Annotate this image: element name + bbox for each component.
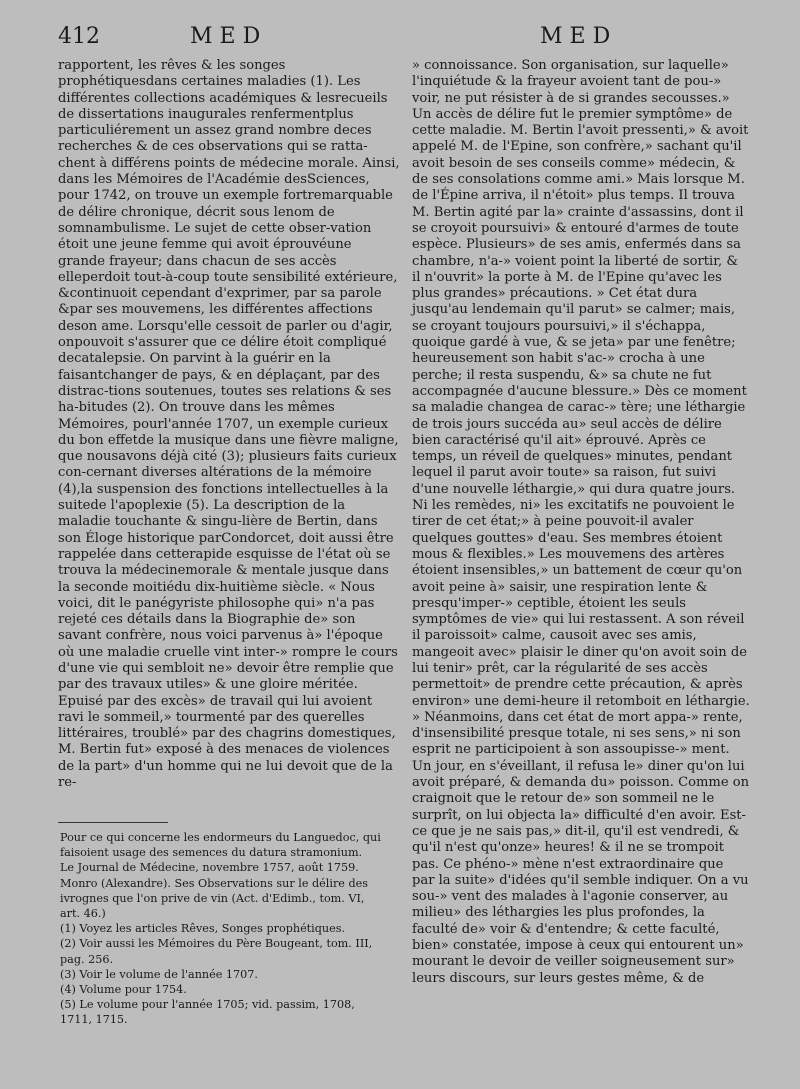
text-line: » plus temps. Il trouva M. Bertin agité par la [412,188,735,220]
text-line: » tourmenté par des querelles littéraires, troublé [58,709,365,742]
text-line: » de travail qui lui avoient ravi le sommeil, [58,693,373,725]
text-line: Condorcet, doit aussi être rappelée dans cette [58,530,394,562]
text-line: » une demi-heure il retomboit en léthargie. [462,693,750,709]
footnote-line: Pour ce qui concerne les endormeurs du Languedoc, qui [60,831,381,844]
text-line: ces recherches & de ces observations qui se ratta- [58,123,372,155]
footnote-line: (3) Voir le volume de l'année 1707. [60,967,258,981]
text-line: Ainsi, dans les Mémoires de l'Académie des [58,155,400,188]
footnote-line: ivrognes que l'on prive de vin (Act. d'Edimb., tom. VI, [60,891,365,905]
footnote-line: 1711, 1715. [60,1013,128,1027]
text-line: » à peine pouvoit-il avaler quelques gouttes [412,514,694,546]
footnote-line: pag. 256. [60,952,114,966]
text-line: Les différentes collections académiques & les [58,74,361,106]
text-line: » heures! & il ne se trompoit pas. Ce phéno- [412,840,725,872]
text-line: catalepsie. On parvint à la guérir en la faisant [58,351,331,383]
text-line: » crainte d'assassins, dont il se croyoit poursuivi [412,204,744,236]
left-column-text [58,58,400,791]
footnotes [60,830,400,1028]
text-line: rapide esquisse de l'état où se trouva la médecine [58,546,391,579]
text-line: » l'époque où une maladie cruelle vint inter- [58,628,383,660]
text-line: » Un accès de délire fut le premier symptôme [412,90,730,122]
text-line: » la porte à M. de l'Epine qu'avec les plus grandes [412,269,722,302]
text-line: » prêt, car la régularité de ses accès permettoit [412,660,708,693]
text-line: vation étoit une jeune femme qui avoit éprouvé [58,220,372,253]
text-line: » crocha à une perche; il resta suspendu, & [412,351,705,383]
text-line: par ses mouvemens, les différentes affections de [58,302,373,334]
text-line: recueils de dissertations inaugurales renferment [58,90,388,122]
text-line: » rente, d'insensibilité presque totale, ni ses sens, [412,709,743,742]
right-column-text [412,58,750,987]
text-line: » ment. Un jour, en s'éveillant, il refusa le [412,742,730,774]
footnote-line: faisoient usage des semences du datura stramonium. [60,846,363,860]
text-line: » n'a pas rejeté ces détails dans la Biographie de [58,595,375,628]
text-line: une grande frayeur; dans chacun de ses accès elle [58,237,352,285]
text-line: » tère; une léthargie de trois jours succéda au [412,400,746,432]
text-line: » son sommeil ne le surprît, on lui objecta la [412,791,715,823]
text-line: » & entouré d'armes de toute espèce. Plusieurs [412,220,739,253]
text-line: » Néanmoins, dans cet état de mort appa- [412,709,691,725]
text-line: » voient point la liberté de sortir, & il n'ouvrit [412,253,739,285]
text-line: tions soutenues, toutes ses relations & ses ha- [58,383,392,416]
text-line: » voir & d'entendre; & cette faculté, bien [412,921,720,954]
footnote-line: (2) Voir aussi les Mémoires du Père Bougeant, tom. III, [60,937,373,951]
text-line: son ame. Lorsqu'elle cessoit de parler ou d'agir, on [58,318,393,351]
text-line: » mourant le devoir de veiller soigneusement sur [412,938,744,970]
text-line: » ni son esprit ne participoient à son assoupisse- [412,726,741,758]
text-line: cernant diverses altérations de la mémoire (4), [58,465,372,497]
text-line: » dit-il, qu'il est vendredi, & qu'il n'est qu'onze [412,823,740,856]
text-line: » constatée, impose à ceux qui entourent un [440,938,736,954]
text-line: » sa raison, fut suivi d'une nouvelle léthargie, [412,465,717,497]
text-line: » précautions. [497,286,593,302]
text-line: » sa chute ne fut accompagnée d'aucune blessure. [412,367,712,399]
text-line: pouvoit s'assurer que ce délire étoit compliqué de [58,335,387,367]
text-line: » éprouvé. Après ce temps, un réveil de quelques [412,432,706,465]
text-line: » Mais lorsque M. de l'Épine arriva, il n'étoit [412,172,745,204]
text-line: » d'un homme qui ne lui devoit que de la re- [58,758,393,791]
text-line: Sciences, pour 1742, on trouve un exemple fort [58,172,370,204]
text-line: plus particuliérement un assez grand nombre de [58,106,354,139]
text-line: » plaisir le diner qu'on avoit soin de lui tenir [412,644,748,676]
text-line: dans certaines maladies (1). [145,74,334,90]
text-line: » il s'échappa, quoique gardé à vue, & se jeta [412,318,706,351]
text-line: » minutes, pendant lequel il parut avoir toute [412,449,733,481]
text-line: » exposé à des menaces de violences de la part [58,742,390,774]
text-line: perdoit tout-à-coup toute sensibilité extérieure, & [58,269,398,302]
text-line: « Nous voici, dit le panégyriste philosophe qui [58,579,375,611]
text-line: nom de somnambulisme. Le sujet de cette obser- [58,204,335,236]
text-line: » par des chagrins domestiques, M. Bertin fut [58,726,396,758]
text-line: » sachant qu'il avoit besoin de ses conseils comme [412,139,742,171]
text-line: chent à différens points de médecine morale. [58,155,359,171]
text-line: » qui lui restassent. A son réveil il paroissoit [412,612,745,644]
text-line: remarquable de délire chronique, décrit sous le [58,188,393,220]
text-line: » Cet état dura jusqu'au lendemain qu'il parut [412,286,698,318]
text-line: » des léthargies les plus profondes, la faculté de [412,905,705,937]
text-line: » poisson. Comme on craignoit que le retour de [412,775,750,807]
text-line: » diner qu'on lui avoit préparé, & demanda du [412,758,745,791]
text-line: » Dès ce moment sa maladie changea de carac- [412,383,747,416]
footnote-line: (1) Voyez les articles Rêves, Songes prophétiques. [60,922,346,936]
text-line: » se calmer; mais, se croyant toujours poursuivi, [412,302,736,334]
text-line: la suspension des fonctions intellectuelles à la suite [58,481,389,514]
text-line: » d'eau. Ses membres étoient mous & flexibles. [412,530,723,562]
text-line: » difficulté d'en avoir. Est-ce que je ne sais pas, [412,807,746,839]
text-line: l'année 1707, un exemple curieux du bon effet [58,416,389,448]
text-line: » de ses amis, enfermés dans sa chambre, n'a- [412,237,741,269]
text-line: continuoit cependant d'exprimer, par sa parole & [58,286,382,318]
text-line: changer de pays, & en déplaçant, par des distrac- [58,367,380,399]
text-line: » son savant confrère, nous voici parvenus à [58,612,356,644]
text-line: » de prendre cette précaution, & après environ [412,677,743,709]
text-line: » seul accès de délire bien caractérisé qu'il ait [412,416,722,448]
text-line: » Les mouvemens des artères étoient insensibles, [412,546,725,579]
text-line: rapportent, les rêves & les songes prophétiques [58,58,286,90]
text-line: » mène n'est extraordinaire que par la suite [412,856,724,888]
page-number: 412 [58,24,100,49]
text-line: » devoir être remplie que par des travaux utiles [58,660,394,693]
text-line: morale & mentale jusque dans la seconde moitié [58,563,389,595]
text-line: » saisir, une respiration lente & presqu'imper- [412,579,708,611]
text-line: » vent des malades à l'agonie conserver, au milieu [412,889,729,921]
text-line: » rompre le cours d'une vie qui sembloit ne [58,644,398,676]
text-line: » l'inquiétude & la frayeur avoient tant de pou- [412,58,729,90]
text-line: La description de la maladie touchante & singu- [58,498,346,530]
text-line: avons déjà cité (3); plusieurs faits curieux con- [58,449,397,481]
text-line: » d'idées qu'il semble indiquer. On a vu sou- [412,872,749,905]
footnote-separator [58,822,168,823]
header-title-right: MED [540,24,618,49]
text-line: » qui dura quatre jours. Ni les remèdes, ni [412,481,736,514]
text-line: » un battement de cœur qu'on avoit peine à [412,563,743,595]
running-header [0,22,800,54]
text-line: » de cette maladie. M. Bertin l'avoit pressenti, [412,106,733,139]
text-line: bitudes (2). [78,400,155,416]
text-line: » médecin, & de ses consolations comme ami. [412,155,736,188]
text-line: de l'apoplexie (5). [90,498,210,514]
text-line: » & avoit appelé M. de l'Epine, son confrère, [412,123,749,155]
text-line: » & une gloire méritée. Epuisé par des excès [58,677,358,709]
text-line: » leurs discours, sur leurs gestes même, & de [412,954,735,986]
text-line: » calme, causoit avec ses amis, mangeoit avec [412,628,697,660]
text-line: » ceptible, étoient les seuls symptômes de vie [412,595,686,628]
text-line: On trouve dans les mêmes Mémoires, pour [58,400,335,432]
footnote-line: Le Journal de Médecine, novembre 1757, août 1759. [60,861,359,875]
text-line: » voir, ne put résister à de si grandes secousses. [412,74,722,106]
text-line: du dix-huitième siècle. [174,579,325,595]
footnote-line: (4) Volume pour 1754. [60,983,187,997]
footnote-line: art. 46.) [60,907,106,921]
text-line: lière de Bertin, dans son Éloge historique par [58,514,378,546]
footnote-line: Monro (Alexandre). Ses Observations sur le délire des [60,876,368,890]
text-line: » par une fenêtre; heureusement son habit s'ac- [412,335,736,367]
text-line: » les excitatifs ne pouvoient le tirer de cet état; [412,498,735,530]
header-title-left: MED [190,24,268,49]
text-line: » connoissance. Son organisation, sur laquelle [412,58,721,73]
footnote-line: (5) Le volume pour l'année 1705; vid. passim, 1708, [60,998,355,1012]
text-line: de la musique dans une fièvre maligne, que nous [58,432,399,465]
